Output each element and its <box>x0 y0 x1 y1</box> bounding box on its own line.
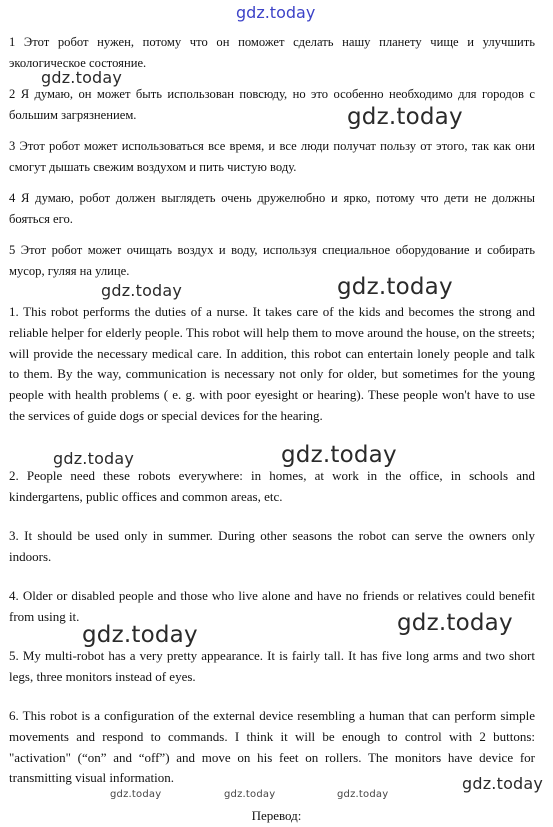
english-answer-4: 4. Older or disabled people and those who live alone and have no friends or relatives could benefit from using it. <box>9 588 535 624</box>
watermark: gdz.today <box>337 274 453 300</box>
watermark-top: gdz.today <box>236 3 316 22</box>
watermark: gdz.today <box>82 622 198 648</box>
russian-paragraph-2: 2 Я думаю, он может быть использован повсюду, но это особенно необходимо для городов с большим загрязнением. <box>9 87 535 122</box>
english-answer-2: 2. People need these robots everywhere: in homes, at work in the office, in schools and kindergartens, public offices and common areas, etc. <box>9 468 535 504</box>
watermark: gdz.today <box>110 789 162 800</box>
english-answer-3: 3. It should be used only in summer. During other seasons the robot can serve the owners only indoors. <box>9 528 535 564</box>
translation-heading: Перевод: <box>251 808 302 823</box>
russian-paragraph-1: 1 Этот робот нужен, потому что он поможет сделать нашу планету чище и улучшить экологическое состояние. <box>9 35 535 70</box>
watermark: gdz.today <box>281 442 397 468</box>
watermark: gdz.today <box>337 789 389 800</box>
russian-paragraph-4: 4 Я думаю, робот должен выглядеть очень дружелюбно и ярко, потому что дети не должны бояться его. <box>9 191 535 226</box>
russian-paragraph-5: 5 Этот робот может очищать воздух и воду, используя специальное оборудование и собирать мусор, гуляя на улице. <box>9 243 535 278</box>
watermark: gdz.today <box>53 449 135 468</box>
watermark: gdz.today <box>41 68 123 87</box>
watermark: gdz.today <box>347 104 463 130</box>
watermark: gdz.today <box>101 281 183 300</box>
watermark: gdz.today <box>224 789 276 800</box>
english-answer-6: 6. This robot is a configuration of the external device resembling a human that can perform simple movements and respond to commands. I think it will be enough to control with 2 buttons: "activation" (“on” and “off”) and move on his feet on rollers. The monitors have device for transmitting visual information. <box>9 708 535 786</box>
russian-paragraph-3: 3 Этот робот может использоваться все время, и все люди получат пользу от этого, так как они смогут дышать свежим воздухом и пить чистую воду. <box>9 139 535 174</box>
english-answer-1: 1. This robot performs the duties of a nurse. It takes care of the kids and becomes the strong and reliable helper for elderly people. This robot will help them to move around the house, on the streets; will provide the necessary medical care. In addition, this robot can entertain lonely people and talk to them. By the way, communication is necessary not only for older, but sometimes for the young people with health problems ( e. g. with poor eyesight or hearing). These people won't have to use the services of guide dogs or special devices for the hearing. <box>9 304 535 423</box>
watermark: gdz.today <box>397 610 513 636</box>
watermark: gdz.today <box>462 774 544 793</box>
english-answer-5: 5. My multi-robot has a very pretty appearance. It is fairly tall. It has five long arms and two short legs, three monitors instead of eyes. <box>9 648 535 684</box>
